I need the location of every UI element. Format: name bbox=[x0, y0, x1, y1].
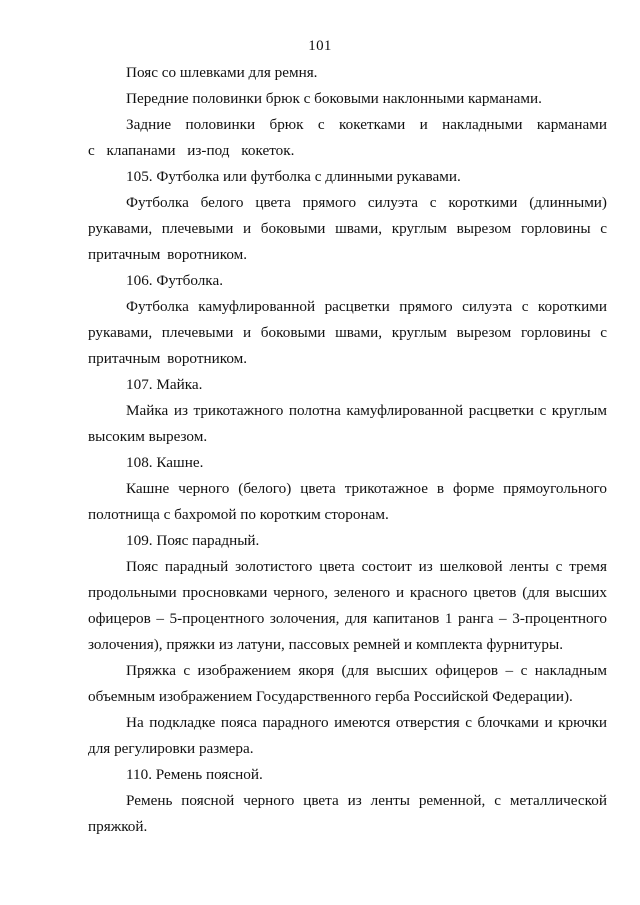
section-heading-108: 108. Кашне. bbox=[126, 454, 204, 471]
document-body bbox=[88, 60, 607, 840]
section-heading-106: 106. Футболка. bbox=[126, 272, 223, 289]
section-heading-107: 107. Майка. bbox=[126, 376, 203, 393]
paragraph-109-description: Пояс парадный золотистого цвета состоит из шелковой ленты с тремя продольными просновками черного, зеленого и красного цветов (для высших офицеров – 5-процентного золочения, для капитанов 1 ранга – 3-процентного золочения), пряжки из латуни, пассовых ремней и комплекта фурнитуры. bbox=[88, 558, 607, 653]
paragraph-front-halves: Передние половинки брюк с боковыми наклонными карманами. bbox=[126, 90, 542, 107]
paragraph-110-description: Ремень поясной черного цвета из ленты ременной, с металлической пряжкой. bbox=[88, 792, 607, 835]
paragraph-105-description: Футболка белого цвета прямого силуэта с короткими (длинными) рукавами, плечевыми и боковыми швами, круглым вырезом горловины с притачным воротником. bbox=[88, 194, 607, 263]
section-heading-105: 105. Футболка или футболка с длинными рукавами. bbox=[126, 168, 461, 185]
paragraph-108-description: Кашне черного (белого) цвета трикотажное в форме прямоугольного полотнища с бахромой по коротким сторонам. bbox=[88, 480, 607, 523]
paragraph-109-buckle: Пряжка с изображением якоря (для высших офицеров – с накладным объемным изображением Государственного герба Российской Федерации). bbox=[88, 662, 607, 705]
paragraph-106-description: Футболка камуфлированной расцветки прямого силуэта с короткими рукавами, плечевыми и боковыми швами, круглым вырезом горловины с притачным воротником. bbox=[88, 298, 607, 367]
paragraph-107-description: Майка из трикотажного полотна камуфлированной расцветки с круглым высоким вырезом. bbox=[88, 402, 607, 445]
page-number: 101 bbox=[308, 38, 332, 54]
section-heading-109: 109. Пояс парадный. bbox=[126, 532, 260, 549]
paragraph-belt-loops: Пояс со шлевками для ремня. bbox=[126, 64, 318, 81]
paragraph-109-lining: На подкладке пояса парадного имеются отверстия с блочками и крючки для регулировки размера. bbox=[88, 714, 607, 757]
section-heading-110: 110. Ремень поясной. bbox=[126, 766, 263, 783]
paragraph-back-halves: Задние половинки брюк с кокетками и накладными карманами с клапанами из-под кокеток. bbox=[88, 116, 607, 159]
